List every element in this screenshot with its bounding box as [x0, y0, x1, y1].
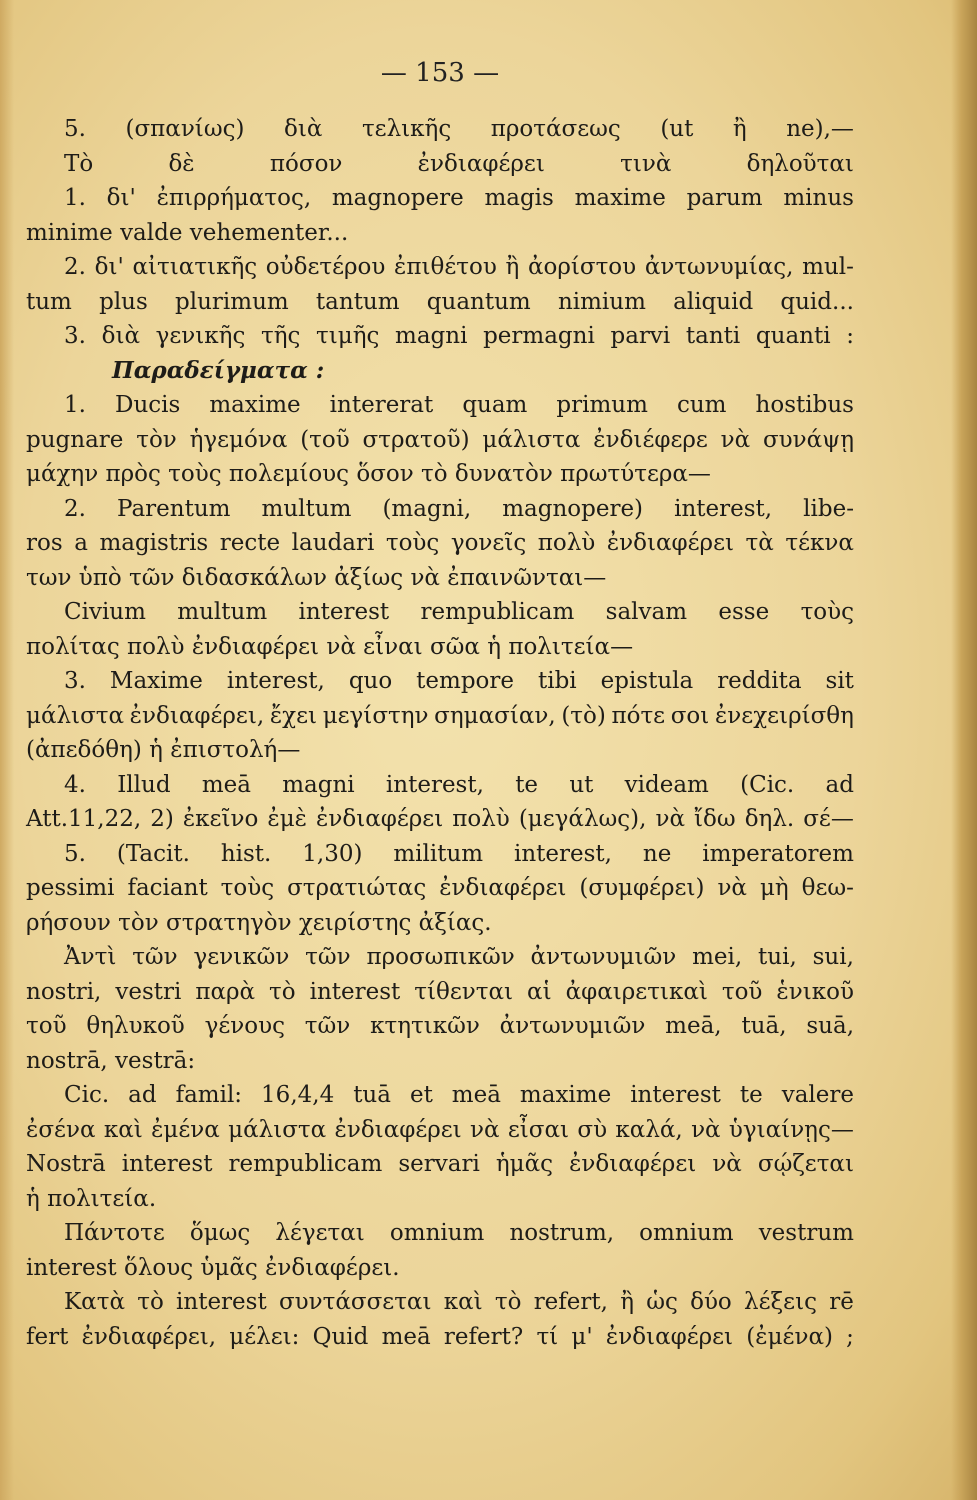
text-line: 3. διὰ γενικῆς τῆς τιμῆς magni permagni parvi tanti quanti : [64, 323, 854, 349]
page-text [26, 112, 854, 1354]
page-edge-right [951, 0, 977, 1500]
text-line: Ἀντὶ τῶν γενικῶν τῶν προσωπικῶν ἀντωνυμιῶν mei, tui, sui, [64, 944, 854, 970]
text-line: ρήσουν τὸν στρατηγὸν χειρίστης ἀξίας. [26, 909, 492, 936]
text-line: Τὸ δὲ πόσον ἐνδιαφέρει τινὰ δηλοῦται [64, 150, 854, 177]
text-line: Κατὰ τὸ interest συντάσσεται καὶ τὸ refert, ἢ ὡς δύο λέξεις rē [64, 1289, 854, 1315]
text-line: pugnare τὸν ἡγεμόνα (τοῦ στρατοῦ) μάλιστα ἐνδιέφερε νὰ συνάψῃ [26, 426, 854, 453]
text-line: 2. δι' αἰτιατικῆς οὐδετέρου ἐπιθέτου ἢ ἀορίστου ἀντωνυμίας, mul- [64, 254, 854, 280]
text-line: 3. Maxime interest, quo tempore tibi epistula reddita sit [64, 668, 854, 694]
text-line: 2. Parentum multum (magni, magnopere) interest, libe- [64, 495, 854, 522]
text-line: ros a magistris recte laudari τοὺς γονεῖς πολὺ ἐνδιαφέρει τὰ τέκνα [26, 530, 854, 556]
text-line: 5. (σπανίως) διὰ τελικῆς προτάσεως (ut ἢ ne),— [64, 116, 854, 142]
text-line: nostri, vestri παρὰ τὸ interest τίθενται αἱ ἀφαιρετικαὶ τοῦ ἑνικοῦ [26, 978, 854, 1005]
text-line: pessimi faciant τοὺς στρατιώτας ἐνδιαφέρει (συμφέρει) νὰ μὴ θεω- [26, 875, 854, 901]
text-line: 1. δι' ἐπιρρήματος, magnopere magis maxime parum minus [64, 185, 854, 211]
text-line: ἡ πολιτεία. [26, 1185, 157, 1212]
text-line: 4. Illud meā magni interest, te ut videam (Cic. ad [64, 771, 854, 798]
text-line: 5. (Tacit. hist. 1,30) militum interest, ne imperatorem [64, 840, 854, 867]
text-line: fert ἐνδιαφέρει, μέλει: Quid meā refert? τί μ' ἐνδιαφέρει (ἐμένα) ; [26, 1323, 854, 1350]
page-number: — 153 — [380, 58, 500, 88]
text-line: ἐσένα καὶ ἐμένα μάλιστα ἐνδιαφέρει νὰ εἶσαι σὺ καλά, νὰ ὑγιαίνῃς— [26, 1116, 854, 1143]
text-line: των ὑπὸ τῶν διδασκάλων ἀξίως νὰ ἐπαινῶνται— [26, 564, 607, 591]
text-line: (ἀπεδόθη) ἡ ἐπιστολή— [26, 737, 301, 763]
text-line: μάχην πρὸς τοὺς πολεμίους ὅσον τὸ δυνατὸν πρωτύτερα— [26, 461, 711, 487]
text-line: Cic. ad famil: 16,4,4 tuā et meā maxime interest te valere [64, 1082, 854, 1108]
text-line: 1. Ducis maxime intererat quam primum cum hostibus [64, 392, 854, 418]
text-line: Att.11,22, 2) ἐκεῖνο ἐμὲ ἐνδιαφέρει πολὺ (μεγάλως), νὰ ἴδω δηλ. σέ— [26, 806, 854, 832]
text-line: τοῦ θηλυκοῦ γένους τῶν κτητικῶν ἀντωνυμιῶν meā, tuā, suā, [26, 1013, 854, 1039]
text-line: πολίτας πολὺ ἐνδιαφέρει νὰ εἶναι σῶα ἡ πολιτεία— [26, 633, 634, 660]
section-heading: Παραδείγματα : [112, 356, 325, 384]
page-edge-left [0, 0, 14, 1500]
text-line: minime valde vehementer... [26, 219, 349, 246]
text-line: tum plus plurimum tantum quantum nimium aliquid quid... [26, 288, 854, 315]
text-line: μάλιστα ἐνδιαφέρει, ἔχει μεγίστην σημασίαν, (τὸ) πότε σοι ἐνεχειρίσθη [26, 702, 854, 729]
text-line: Nostrā interest rempublicam servari ἡμᾶς ἐνδιαφέρει νὰ σῴζεται [26, 1151, 854, 1177]
text-line: nostrā, vestrā: [26, 1047, 196, 1074]
text-line: Πάντοτε ὅμως λέγεται omnium nostrum, omnium vestrum [64, 1220, 854, 1246]
text-line: interest ὅλους ὑμᾶς ἐνδιαφέρει. [26, 1254, 400, 1281]
text-line: Civium multum interest rempublicam salvam esse τοὺς [64, 599, 854, 625]
